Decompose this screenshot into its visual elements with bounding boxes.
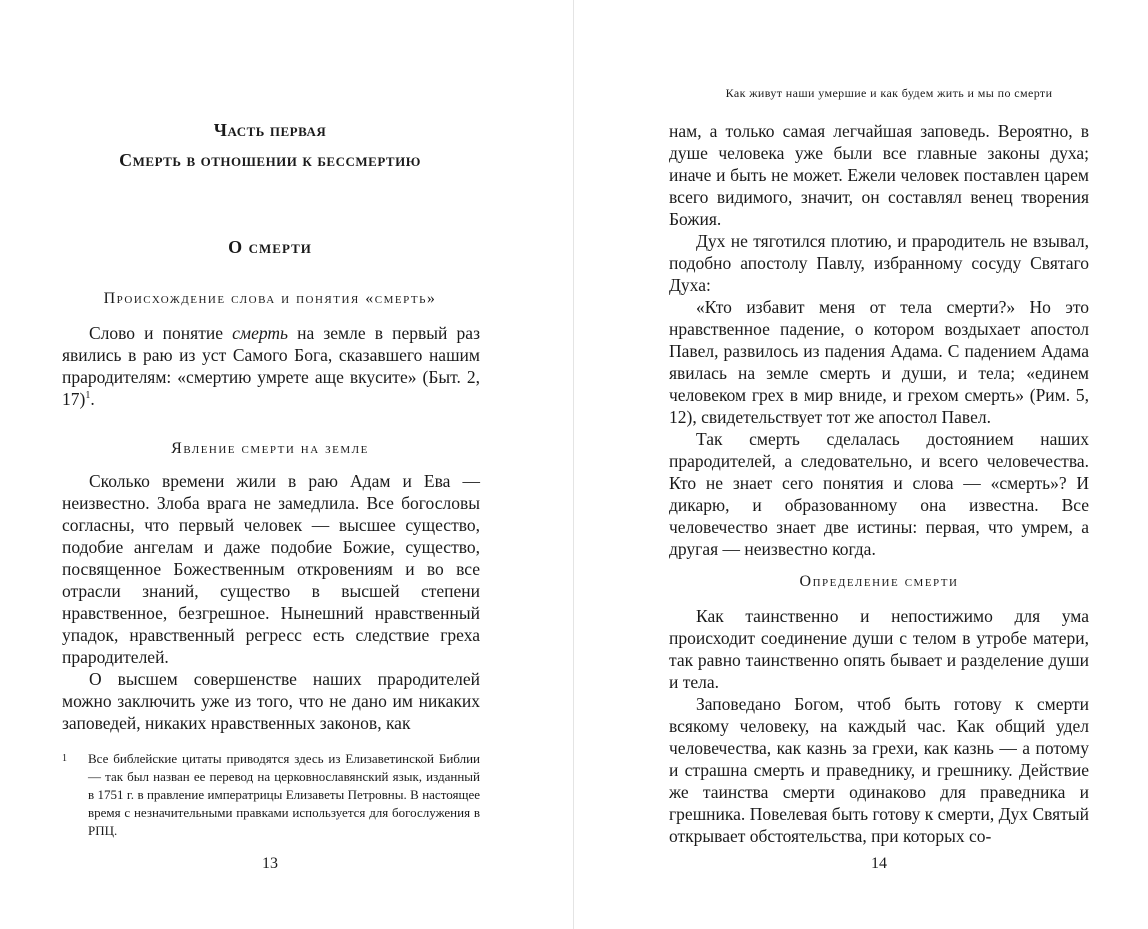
text-run: на земле в первый раз явились в раю из уст Самого Бога, сказавшего нашим прародителям: «смертию умрете аще вкусите» (Быт. 2, 17) xyxy=(62,323,480,409)
paragraph xyxy=(62,322,480,410)
part-title: Часть первая xyxy=(213,120,327,140)
paragraph: «Кто избавит меня от тела смерти?» Но это нравственное падение, о котором воздыхает апостол Павел, развилось из падения Адама. С падением Адама явилась на земле смерть и души, и тела; «единем человеком грех в мир вниде, и грехом смерть» (Рим. 5, 12), свидетельствует тот же апостол Павел. xyxy=(669,297,1089,427)
section-body xyxy=(669,120,1089,560)
section-body xyxy=(62,322,480,410)
footnote-text: Все библейские цитаты приводятся здесь из Елизаветинской Библии — так был назван ее перевод на церковнославянский язык, изданный в 1751 г. в правление императрицы Елизаветы Петровны. В настоящее время с незначительными правками используется для богослужения в РПЦ. xyxy=(88,751,480,838)
part-subtitle: Смерть в отношении к бессмертию xyxy=(119,150,421,170)
paragraph: Сколько времени жили в раю Адам и Ева — неизвестно. Злоба врага не замедлила. Все богословы согласны, что первый человек — высшее существо, подобие ангелам и даже подобие Божие, существо, посвященное Божественным откровениям и во все отрасли знаний, существо в высшей степени нравственное, безгрешное. Нынешний нравственный упадок, нравственный регресс есть следствие греха прародителей. xyxy=(62,471,480,667)
text-run: Слово и понятие xyxy=(89,323,233,343)
section-body xyxy=(669,605,1089,847)
text-run: . xyxy=(90,389,95,409)
section-heading: Происхождение слова и понятия «смерть» xyxy=(103,290,437,307)
chapter-title: О смерти xyxy=(228,237,312,257)
footnote-mark: 1 xyxy=(62,753,67,764)
paragraph: О высшем совершенстве наших прародителей можно заключить уже из того, что не дано им никаких заповедей, никаких нравственных законов, как xyxy=(62,669,480,733)
left-page xyxy=(0,0,573,929)
page-number: 13 xyxy=(262,855,278,872)
section-heading: Определение смерти xyxy=(799,573,959,590)
paragraph: нам, а только самая легчайшая заповедь. Вероятно, в душе человека уже были все главные законы духа; иначе и быть не может. Ежели человек поставлен царем всего видимого, значит, он составлял венец творения Божия. xyxy=(669,121,1089,229)
paragraph: Заповедано Богом, чтоб быть готову к смерти всякому человеку, на каждый час. Как общий удел человечества, как казнь за грехи, как казнь — а потому и страшна смерть и праведнику, и грешнику. Действие же таинства смерти одинаково для праведника и грешника. Повелевая быть готову к смерти, Дух Святый открывает обстоятельства, при которых со- xyxy=(669,694,1089,846)
paragraph: Так смерть сделалась достоянием наших прародителей, а следовательно, и всего человечества. Кто не знает сего понятия и слова — «смерть»? И дикарю, и образованному она известна. Все человечество знает две истины: первая, что умрем, а другая — неизвестно когда. xyxy=(669,429,1089,559)
running-header: Как живут наши умершие и как будем жить и мы по смерти xyxy=(725,86,1053,100)
section-heading: Явление смерти на земле xyxy=(171,440,369,457)
emphasis-word: смерть xyxy=(232,323,288,343)
page-number: 14 xyxy=(871,855,887,872)
right-page xyxy=(574,0,1148,929)
paragraph: Дух не тяготился плотию, и прародитель не взывал, подобно апостолу Павлу, избранному сосуду Святаго Духа: xyxy=(669,231,1089,295)
paragraph: Как таинственно и непостижимо для ума происходит соединение души с телом в утробе матери, так равно таинственно опять бывает и разделение души и тела. xyxy=(669,606,1089,692)
footnote xyxy=(62,750,480,840)
section-body xyxy=(62,470,480,734)
footnote-reference: 1 xyxy=(85,390,91,402)
